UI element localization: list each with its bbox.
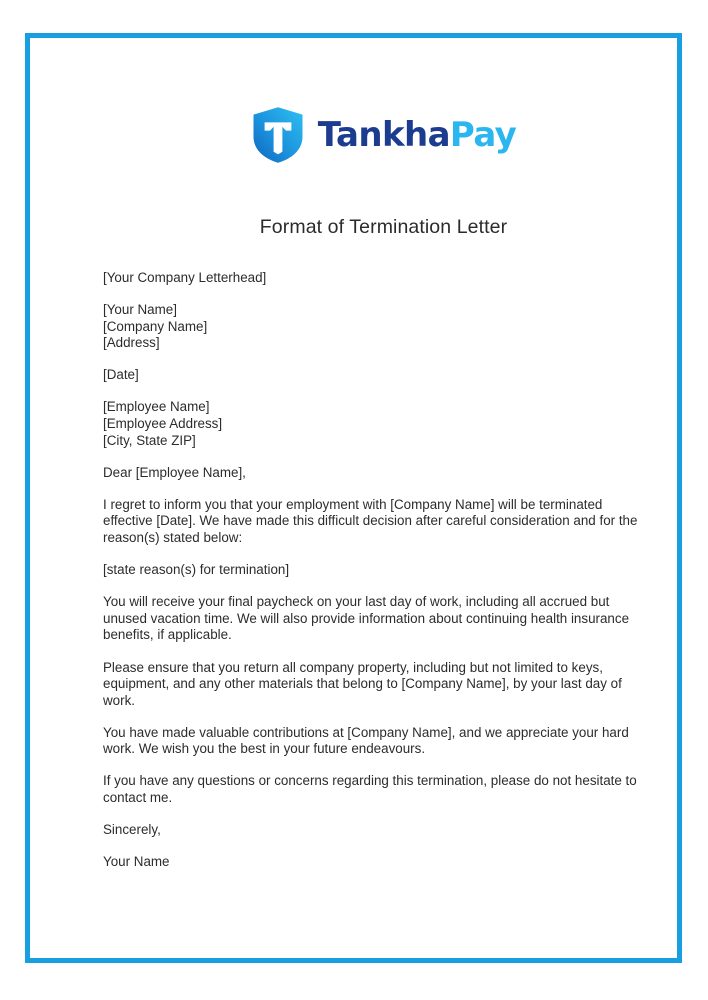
reason-placeholder: [state reason(s) for termination]	[103, 562, 290, 578]
sender-block	[103, 302, 646, 352]
recipient-name: [Employee Name]	[103, 399, 210, 415]
sender-company: [Company Name]	[103, 318, 208, 334]
tankhapay-shield-logo-icon	[251, 106, 305, 164]
date-block	[103, 367, 646, 384]
recipient-address: [Employee Address]	[103, 416, 223, 432]
paragraph-termination-notice: I regret to inform you that your employment with [Company Name] will be terminated effective [Date]. We have made this difficult decision after careful consideration and for the reason(s) stated below:	[103, 496, 638, 546]
brand-logo	[60, 104, 707, 166]
salutation: Dear [Employee Name],	[103, 464, 246, 480]
paragraph-return-property: Please ensure that you return all company property, including but not limited to keys, equipment, and any other materials that belong to [Company Name], by your last day of work.	[103, 659, 622, 708]
wordmark-primary: Tankha	[317, 115, 450, 155]
letter-body	[60, 270, 655, 871]
sender-name: [Your Name]	[103, 302, 177, 318]
page-title: Format of Termination Letter	[259, 216, 508, 238]
document-content	[60, 76, 707, 996]
brand-wordmark	[317, 115, 517, 155]
paragraph-contact: If you have any questions or concerns regarding this termination, please do not hesitate to contact me.	[103, 773, 637, 806]
paragraph-appreciation: You have made valuable contributions at [Company Name], and we appreciate your hard work. We wish you the best in your future endeavours.	[103, 724, 629, 757]
letterhead-block	[103, 270, 646, 287]
closing: Sincerely,	[103, 822, 161, 838]
recipient-city-state-zip: [City, State ZIP]	[103, 432, 196, 448]
signature-name: Your Name	[103, 854, 170, 870]
recipient-block	[103, 399, 646, 449]
wordmark-secondary: Pay	[449, 115, 517, 155]
letter-date: [Date]	[103, 367, 139, 383]
sender-address: [Address]	[103, 335, 160, 351]
paragraph-final-paycheck: You will receive your final paycheck on your last day of work, including all accrued but unused vacation time. We will also provide information about continuing health insurance benefits, if applicable.	[103, 594, 630, 643]
page-border-frame	[25, 33, 682, 963]
letterhead-line: [Your Company Letterhead]	[103, 270, 267, 285]
